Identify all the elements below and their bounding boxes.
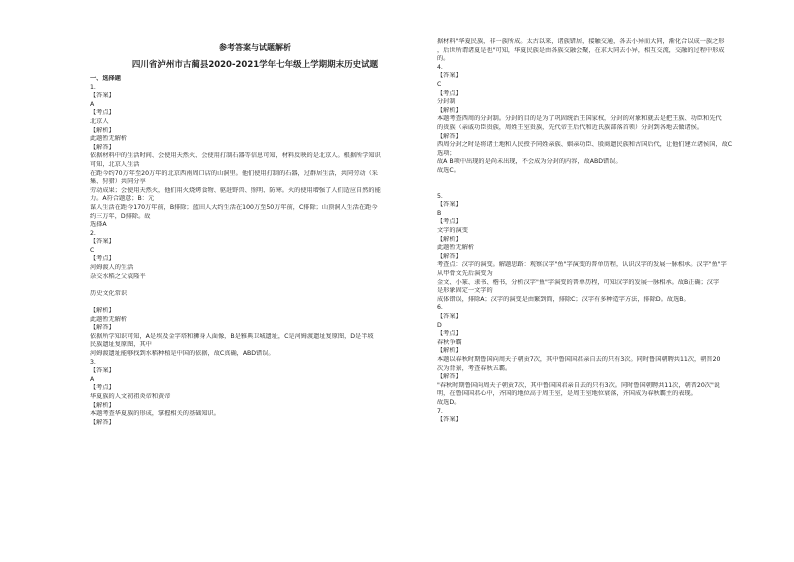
text-line	[90, 298, 420, 307]
text-line: 【考点】	[90, 255, 115, 263]
text-line: 7.	[437, 407, 443, 415]
text-line: 北京人	[90, 117, 109, 125]
text-line: C	[90, 246, 95, 254]
text-line: 可知，北京人生活	[90, 160, 140, 168]
text-line: 【解答】	[437, 252, 462, 260]
text-line: 2.	[90, 229, 96, 237]
text-line: 【答案】	[90, 92, 115, 100]
text-line: 杂交水稻之父袁隆平	[90, 272, 146, 280]
right-column	[437, 38, 767, 425]
text-line: 【答案】	[90, 238, 115, 246]
text-line: 【解析】	[437, 235, 462, 243]
text-line	[437, 184, 767, 193]
text-line: 河姆渡人的生活	[90, 264, 134, 272]
text-line: 3.	[90, 358, 96, 366]
text-line: 依据所学知识可知，A是埃及金字塔和狮身人面像，B是雅典卫城遗址，C是河姆渡遗址复原图，D是半坡	[90, 332, 374, 340]
left-column-body	[90, 75, 420, 427]
text-line: 【解答】	[90, 143, 115, 151]
text-line: 分封制	[437, 98, 456, 106]
text-line: 考查点：汉字的演变。解题思路：观察汉字"鱼"字演变的普单历程，认识汉字的发展一脉相承。汉字"鱼"字	[437, 261, 727, 269]
text-line: 文字的演变	[437, 227, 468, 235]
text-line: 春秋争霸	[437, 338, 462, 346]
text-line: 本题以春秋时期鲁国向周天子朝贡7次，其中鲁国国君亲自去的只有3次。同时鲁国朝聘共11次，朝晋20	[437, 355, 721, 363]
text-line: 的贵族（亲戚功臣贵族，周姓王室贵族，先代帝王后代和近氏族部落首领）分封到各地去做诸侯。	[437, 123, 704, 131]
text-line: 次为背景，考查春秋五霸。	[437, 364, 512, 372]
text-line: 金文、小篆、隶书、楷书，分析汉字"鱼"字演变的普单历程，可知汉字的发展一脉相承。故B正确；汉字	[437, 278, 720, 286]
text-line: 民族遗址复原图，其中	[90, 341, 152, 349]
text-line: 约三万年，D排除。故	[90, 212, 151, 220]
text-line: 【解答】	[437, 132, 462, 140]
text-line: 【解析】	[437, 347, 462, 355]
text-line: 【考点】	[437, 218, 462, 226]
text-line: 5.	[437, 192, 443, 200]
text-line: 在距今约70万年至20万年的北京西南周口店的山洞里。他们使用打制的石器，过群居生活，共同劳动（采	[90, 169, 378, 177]
text-line: 本题考查华夏族的形成，掌握相关的基础知识。	[90, 410, 220, 418]
text-line: 劳动成果；会使用天然火，他们用火烧烤食物、驱赶野兽、照明、防寒。火的使用增强了人们适应自然的能	[90, 186, 381, 194]
left-column	[90, 38, 420, 427]
text-line: 【考点】	[90, 109, 115, 117]
text-line: 成体错误，排除A；汉字的演变是由繁到简，排除C；汉字有多种造字方法，排除D。故选B。	[437, 295, 690, 303]
text-line: 力。A符合题意；B：元	[90, 195, 155, 203]
text-line: 此题暂无解析	[90, 315, 128, 323]
text-line: 故选D。	[437, 398, 461, 406]
text-line: 一、选择题	[90, 75, 121, 82]
text-line: 【解析】	[90, 401, 115, 409]
text-line: 【考点】	[90, 384, 115, 392]
text-line: 河姆渡遗址能够找到水稻种植是中国的依据，故C真确，ABD错误。	[90, 350, 275, 357]
text-line: 据材料"华夏民族，非一族所成。太古以来，诸族错居，接触交通，各去小异而大同，渐化合以成一族之形	[437, 38, 725, 45]
text-line: 此题暂无解析	[437, 244, 475, 252]
text-line: "春秋时期鲁国向周天子朝贡7次，其中鲁国国君亲自去的只有3次。同时鲁国朝聘共11次，朝晋20次"说	[437, 381, 720, 389]
text-line: 故A B项中出现的是尚未出现，不会成为分封的内容，故ABD错误。	[437, 158, 622, 166]
text-line: 选项；	[437, 149, 456, 157]
text-line: 故选C。	[437, 166, 460, 174]
text-line: 1.	[90, 83, 96, 91]
text-line: 是形象固定一文字的	[437, 287, 493, 295]
text-line: 【解析】	[90, 307, 115, 315]
text-line: 【考点】	[437, 89, 462, 97]
text-line: 明，在鲁国国君心中，齐国的地位高于周王室，是周王室地位衰落，齐国成为春秋霸主的表现。	[437, 390, 697, 398]
text-line: 华夏族的人文初祖炎帝和黄帝	[90, 392, 171, 400]
text-line	[437, 176, 767, 185]
text-line: 【解答】	[90, 418, 115, 426]
text-line: 历史文化常识	[90, 289, 128, 297]
text-line: 【答案】	[437, 416, 462, 424]
text-line: 西周分封之时是将诸土地和人民授予同姓亲族、姻亲功臣、殷商遗民族和古国后代，让他们建立诸侯国，故C	[437, 141, 733, 149]
text-line: 【解答】	[437, 373, 462, 381]
text-line: A	[90, 375, 95, 383]
text-line: 此题暂无解析	[90, 135, 128, 143]
text-line: 【解答】	[90, 324, 115, 332]
text-line: 依据材料中的生活时间、会使用天然火、会使用打制石器等信息可知，材料反映的是北京人。根据所学知识	[90, 152, 381, 160]
text-line: D	[437, 321, 442, 329]
text-line: 【答案】	[437, 201, 462, 209]
text-line: 的。	[437, 55, 450, 63]
text-line: 【答案】	[90, 367, 115, 375]
document-title: 参考答案与试题解析	[219, 43, 291, 52]
text-line: 【考点】	[437, 330, 462, 338]
text-line: 【答案】	[437, 72, 462, 80]
text-line	[90, 281, 420, 290]
text-line: 本题考查西周的分封制。分封的目的是为了巩固统治王国家权，分封的对象和就去是把王族、功臣和先代	[437, 115, 722, 123]
document-subtitle: 四川省泸州市古蔺县2020-2021学年七年级上学期期末历史试题	[131, 60, 379, 70]
text-line: 【答案】	[437, 313, 462, 320]
text-line: 集、狩猎）共同分享	[90, 178, 146, 186]
text-line: 6.	[437, 304, 443, 312]
text-line: 从甲骨文先后演变为	[437, 270, 493, 278]
text-line: 选择A	[90, 221, 107, 229]
text-line: B	[437, 209, 442, 217]
text-line: 【解析】	[90, 126, 115, 134]
text-line: ，后世所谓诸夏是也"可知，华夏民族是由各族交融会聚，在求大同去小异，相互交流，交融的过程中形成	[437, 46, 725, 54]
text-line: 谋人生活在距今170万年前，B排除；蓝田人大约生活在100万至50万年前，C排除；山顶洞人生活在距今	[90, 203, 378, 211]
text-line: 4.	[437, 63, 443, 71]
right-column-body	[437, 38, 767, 425]
text-line: 【解析】	[437, 106, 462, 114]
text-line: C	[437, 80, 442, 88]
text-line: A	[90, 100, 95, 108]
